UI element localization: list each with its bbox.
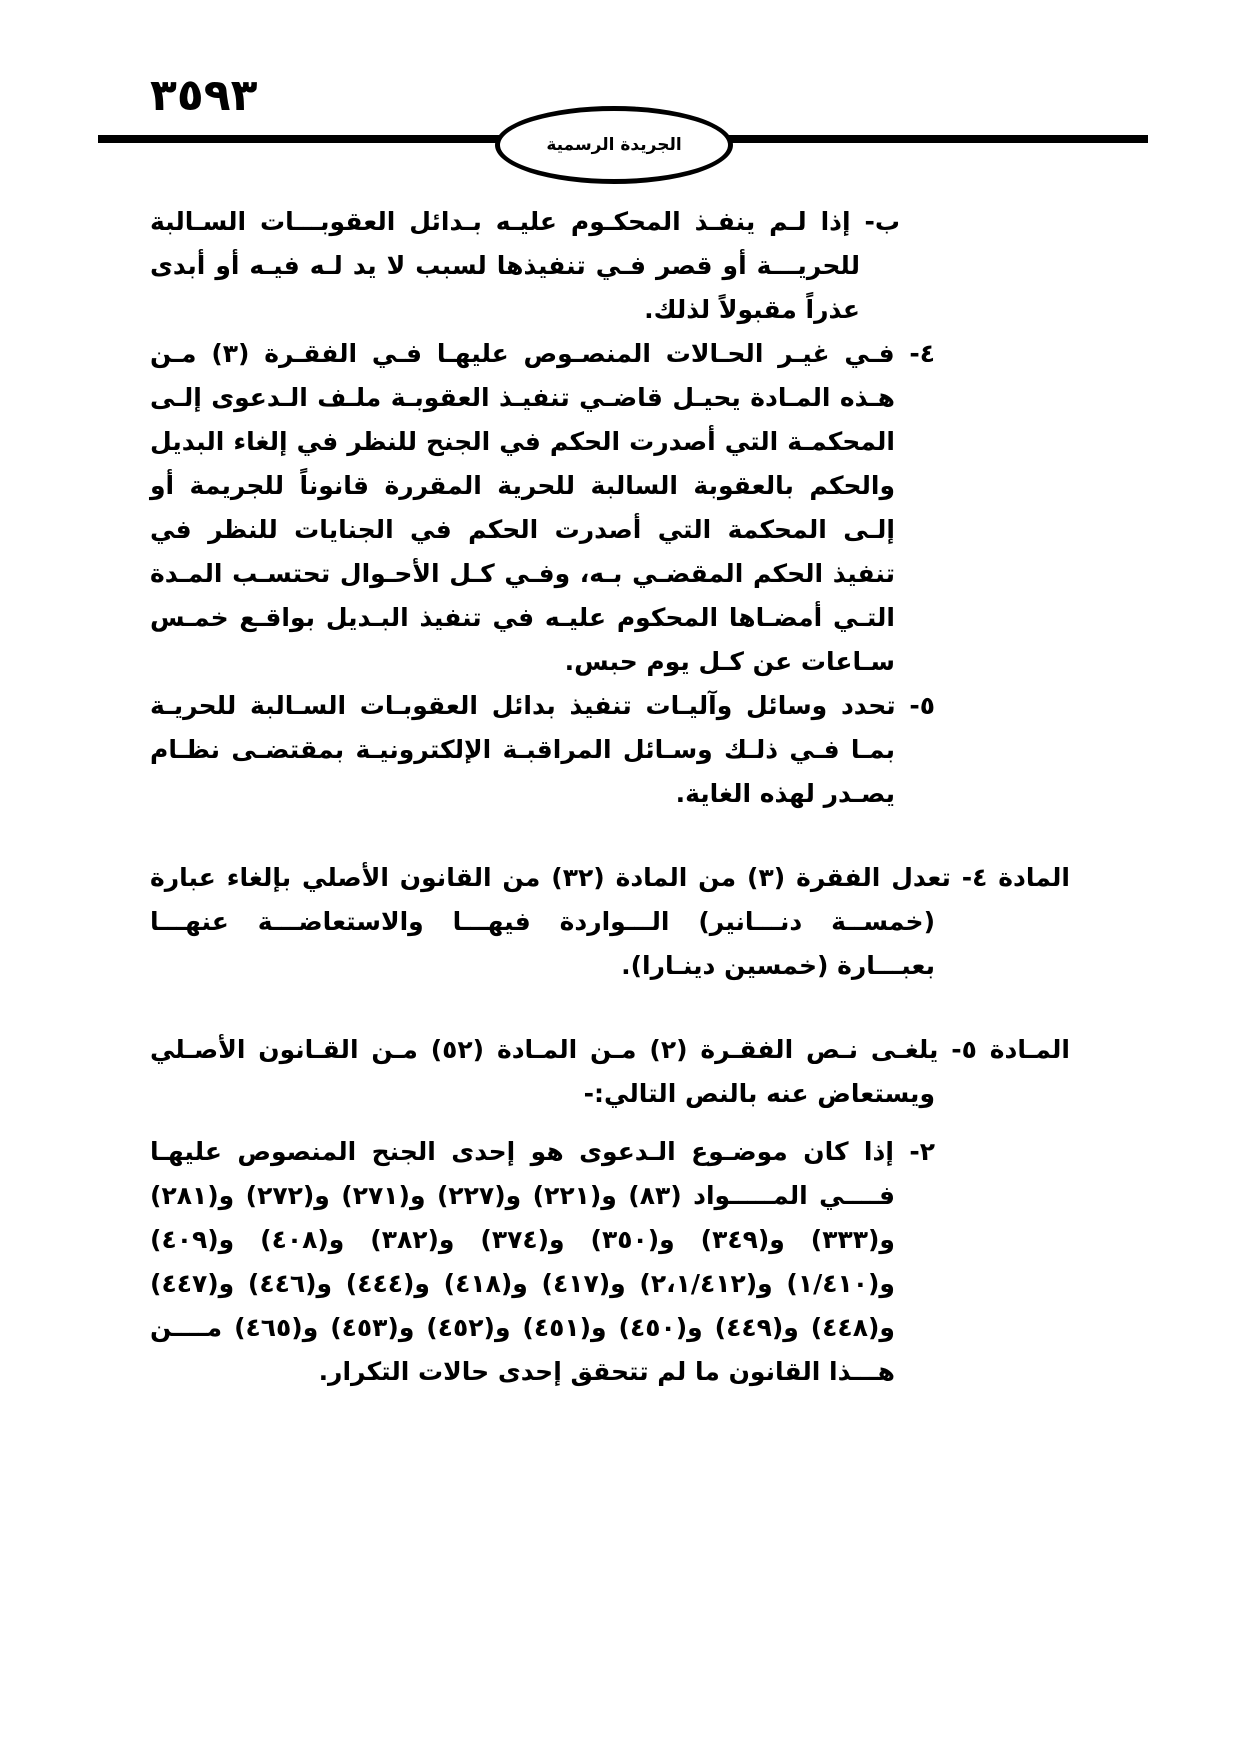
article-4: المادة ٤- تعدل الفقرة (٣) من المادة (٣٢) من القانون الأصلي بإلغاء عبارة (خمســة دنـــانير) الـــواردة فيهـــا والاستعاضـــة عنهـــا بعبـــارة (خمسين دينـارا).: [150, 863, 1070, 980]
article-5: المـادة ٥- يلغـى نـص الفقـرة (٢) مـن المـادة (٥٢) مـن القـانون الأصـلي ويستعاض عنه بالنص التالي:-: [150, 1035, 1070, 1108]
paragraph-5: ٥- تحدد وسائل وآليـات تنفيذ بدائل العقوبـات السـالبة للحريـة بمـا فـي ذلـك وسـائل المراقبـة الإلكترونيـة بمقتضـى نظـام يصـدر لهذه الغاية.: [150, 691, 935, 808]
gazette-title: الجريدة الرسمية: [546, 135, 682, 155]
paragraph-b: ب- إذا لـم ينفـذ المحكـوم عليـه بـدائل العقوبـــات السـالبة للحريـــة أو قصر فـي تنفيذها لسبب لا يد لـه فيـه أو أبدى عذراً مقبولاً لذلك.: [150, 207, 900, 324]
gazette-title-oval: [495, 106, 733, 184]
page-number: ٣٥٩٣: [150, 70, 258, 121]
document-body: [150, 200, 1070, 1394]
paragraph-2: ٢- إذا كان موضـوع الـدعوى هو إحدى الجنح المنصوص عليهـا فــــي المـــــواد (٨٣) و(٢٢١) و(٢٢٧) و(٢٧١) و(٢٧٢) و(٢٨١) و(٣٣٣) و(٣٤٩) و(٣٥٠) و(٣٧٤) و(٣٨٢) و(٤٠٨) و(٤٠٩) و(١/٤١٠) و(٢،١/٤١٢) و(٤١٧) و(٤١٨) و(٤٤٤) و(٤٤٦) و(٤٤٧) و(٤٤٨) و(٤٤٩) و(٤٥٠) و(٤٥١) و(٤٥٢) و(٤٥٣) و(٤٦٥) مــــن هـــذا القانون ما لم تتحقق إحدى حالات التكرار.: [150, 1137, 935, 1386]
paragraph-4: ٤- فـي غيـر الحـالات المنصـوص عليهـا فـي الفقـرة (٣) مـن هـذه المـادة يحيـل قاضـي تنفيـذ العقوبـة ملـف الـدعوى إلـى المحكمـة التي أصدرت الحكم في الجنح للنظر في إلغاء البديل والحكم بالعقوبة السالبة للحرية المقررة قانوناً للجريمة أو إلـى المحكمة التي أصدرت الحكم في الجنايات للنظر في تنفيذ الحكم المقضـي بـه، وفـي كـل الأحـوال تحتسـب المـدة التـي أمضـاها المحكوم عليـه في تنفيذ البـديل بواقـع خمـس سـاعات عن كـل يوم حبس.: [150, 339, 935, 676]
